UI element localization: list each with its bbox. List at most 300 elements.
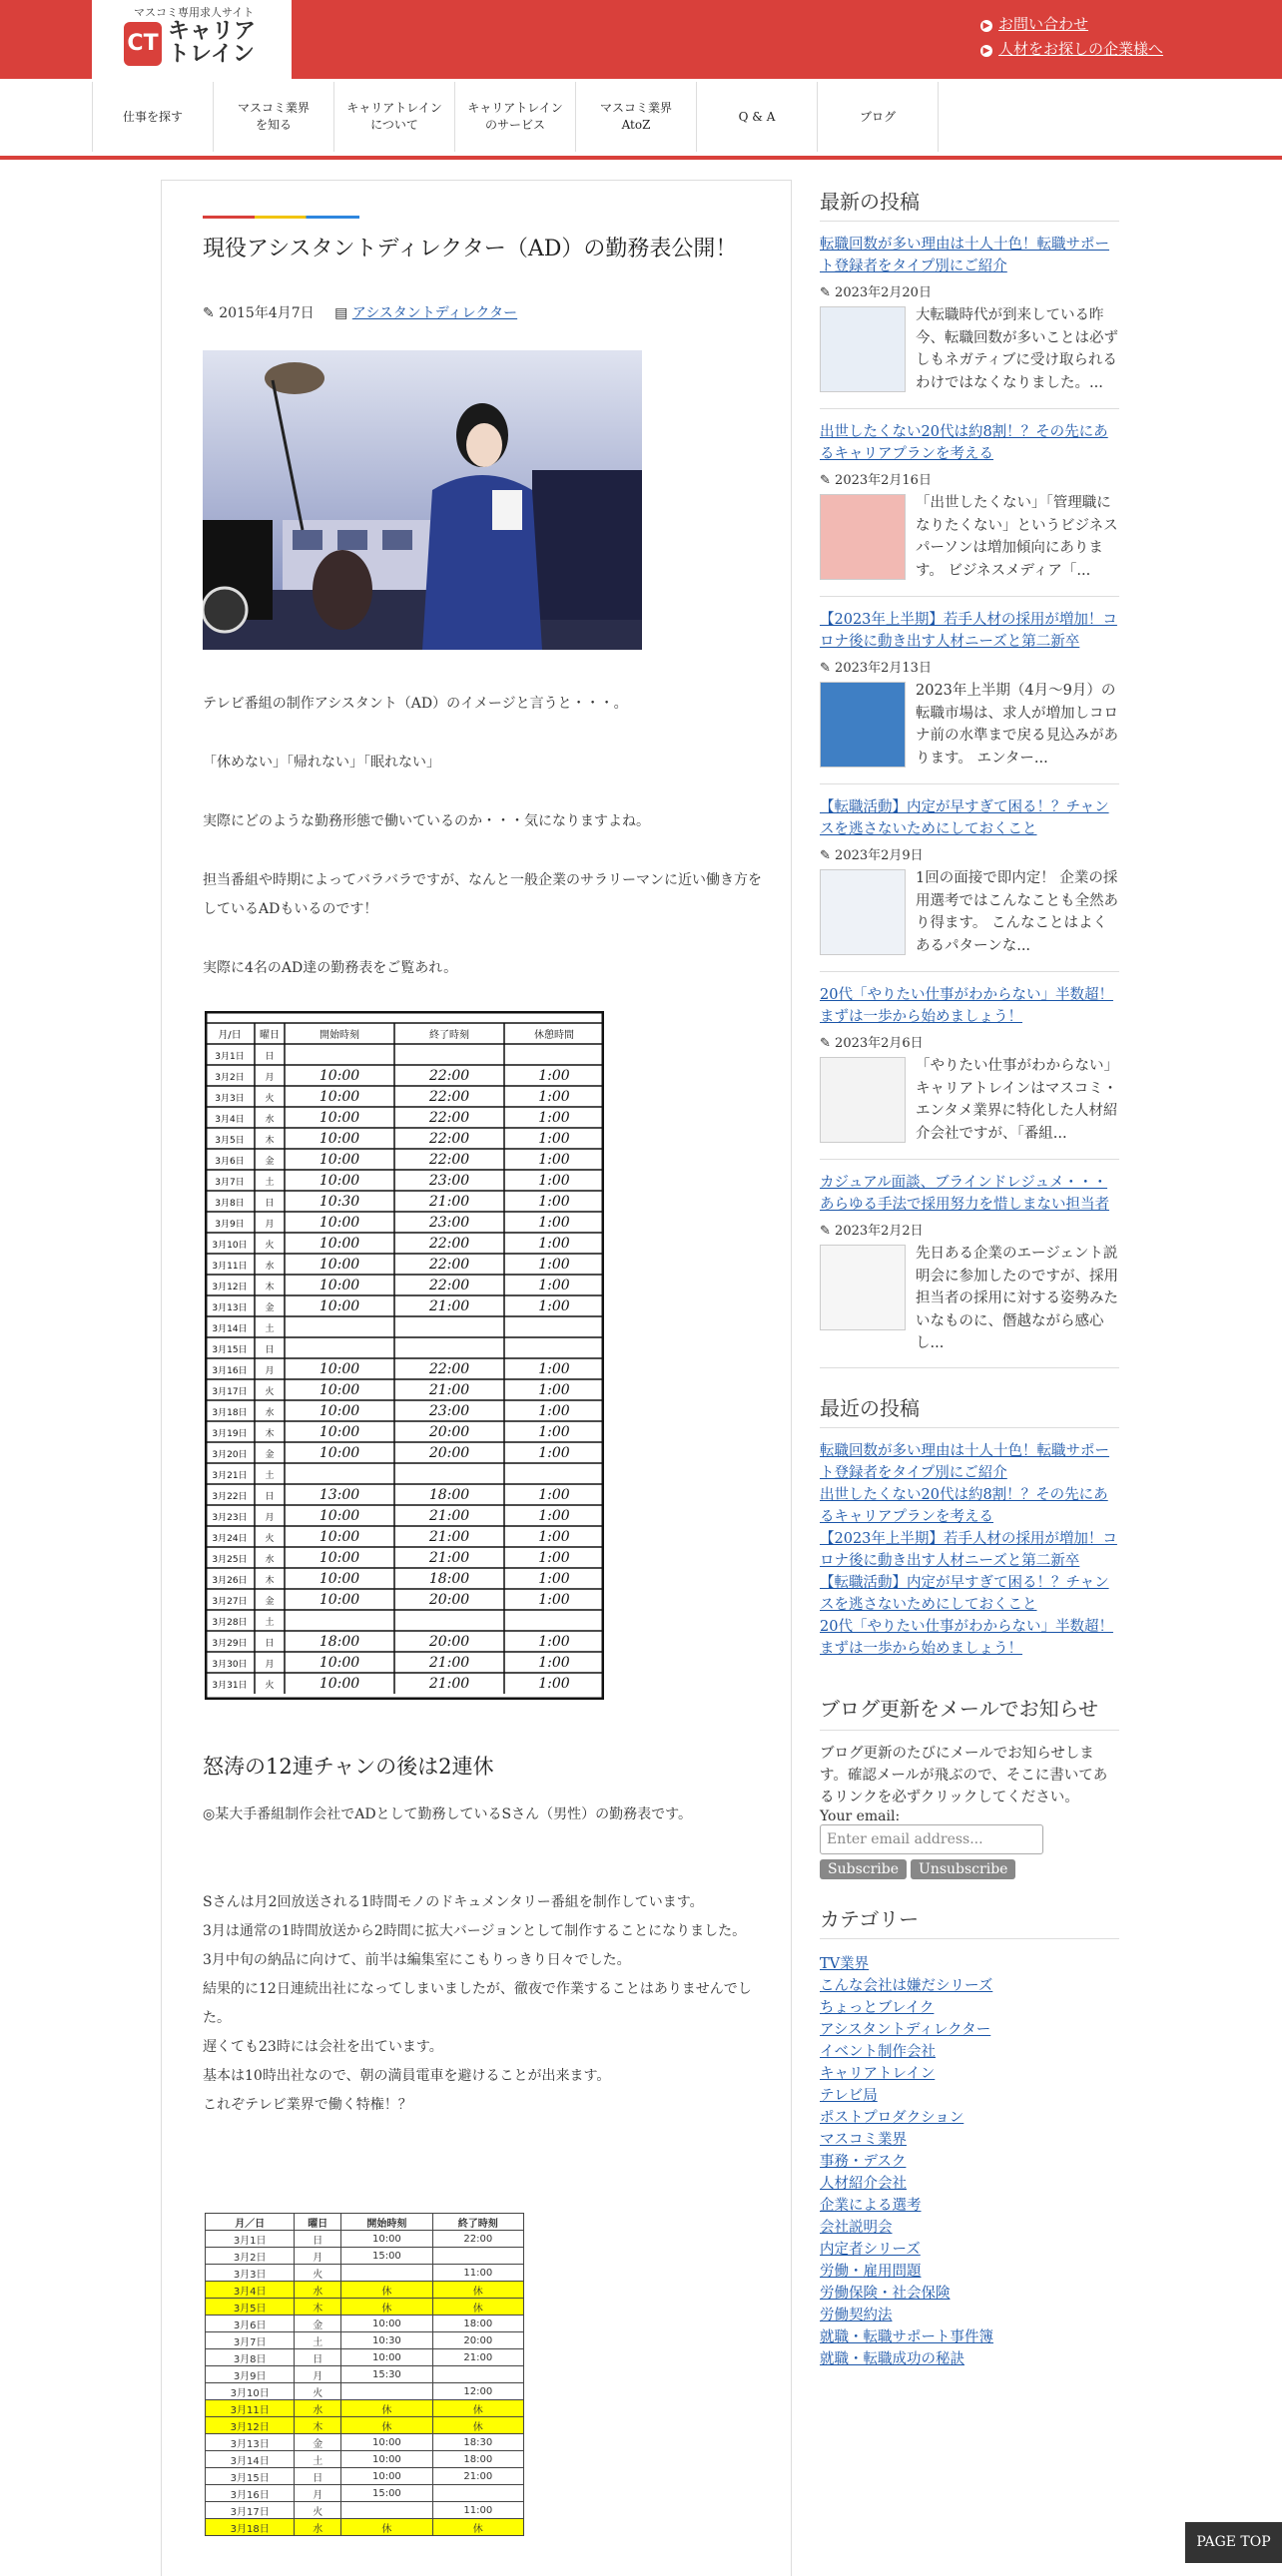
table-cell: 3月5日 (206, 2299, 295, 2316)
nav-label: マスコミ業界 AtoZ (599, 101, 672, 132)
table-row (206, 2468, 524, 2485)
post-date-text: 2023年2月2日 (835, 1224, 924, 1239)
timesheet-cell: 月 (265, 1660, 275, 1670)
timesheet-cell: 10:00 (319, 1676, 360, 1692)
timesheet-cell: 3月17日 (212, 1387, 248, 1397)
contact-link[interactable] (980, 12, 1163, 37)
timesheet-cell: 日 (265, 1052, 275, 1062)
timesheet-cell: 火 (265, 1534, 275, 1544)
folder-icon: ▤ (334, 305, 348, 321)
timesheet-cell: 13:00 (319, 1487, 360, 1503)
recent-post-link[interactable]: 【転職活動】内定が早すぎて困る！？チャンスを逃さないためにしておくこと (820, 1574, 1109, 1613)
table-cell: 3月7日 (206, 2332, 295, 2349)
timesheet-cell: 22:00 (428, 1068, 470, 1084)
table-cell: 3月18日 (206, 2519, 295, 2536)
table-cell: 水 (295, 2519, 341, 2536)
table-cell: 20:00 (432, 2332, 523, 2349)
recruiters-link-label: 人材をお探しの企業様へ (998, 40, 1164, 58)
table-cell (432, 2366, 523, 2383)
timesheet-cell: 10:00 (319, 1089, 360, 1105)
categories-list (820, 1939, 1119, 2370)
post-date (820, 1032, 1119, 1051)
timesheet-cell: 3月18日 (212, 1408, 248, 1418)
timesheet-cell: 1:00 (538, 1215, 570, 1231)
timesheet-cell: 1:00 (538, 1110, 570, 1126)
timesheet-cell: 10:00 (319, 1298, 360, 1314)
table-cell: 10:30 (341, 2332, 432, 2349)
section-intro: ◎某大手番組制作会社でADとして勤務しているSさん（男性）の勤務表です。 (203, 1806, 693, 1822)
table-cell: 3月14日 (206, 2451, 295, 2468)
timesheet-cell: 1:00 (538, 1508, 570, 1524)
timesheet-cell: 土 (265, 1178, 275, 1188)
subscribe-heading: ブログ更新をメールでお知らせ (820, 1694, 1119, 1731)
recent-posts-heading: 最近の投稿 (820, 1392, 1119, 1428)
timesheet-cell: 1:00 (538, 1173, 570, 1189)
timesheet-cell: 3月20日 (212, 1450, 248, 1460)
table-row (206, 2231, 524, 2248)
latest-post (820, 784, 1119, 972)
timesheet-cell: 1:00 (538, 1152, 570, 1168)
pencil-icon: ✎ (820, 661, 831, 676)
page-top-button[interactable]: PAGE TOP (1185, 2522, 1282, 2563)
timesheet-cell: 1:00 (538, 1634, 570, 1650)
table-cell: 休 (432, 2400, 523, 2417)
table-cell: 21:00 (432, 2349, 523, 2366)
table-cell: 10:00 (341, 2316, 432, 2332)
column-header: 開始時刻 (341, 2214, 432, 2231)
post-date (820, 281, 1119, 300)
timesheet-cell: 火 (265, 1094, 275, 1104)
table-cell (341, 2383, 432, 2400)
table-cell: 木 (295, 2299, 341, 2316)
category-link[interactable]: 労働契約法 (820, 2307, 893, 2323)
timesheet-cell: 金 (265, 1157, 275, 1167)
timesheet-cell: 21:00 (428, 1194, 470, 1210)
logo-line1: キャリア (168, 19, 257, 44)
body-line: 3月は通常の1時間放送から2時間に拡大バージョンとして制作することになりました。 (203, 1923, 747, 1939)
category-link[interactable]: 事務・デスク (820, 2153, 907, 2170)
category-link[interactable]: 労働・雇用問題 (820, 2263, 922, 2280)
timesheet-cell: 20:00 (428, 1424, 470, 1440)
nav-industry[interactable] (214, 82, 334, 152)
post-excerpt: 「出世したくない」「管理職になりたくない」というビジネスパーソンは増加傾向にあります。 ビジネスメディア「... (916, 495, 1118, 579)
timesheet-cell: 1:00 (538, 1655, 570, 1671)
category-link[interactable]: 人材紹介会社 (820, 2175, 907, 2192)
timesheet-cell: 22:00 (428, 1152, 470, 1168)
nav-label: 仕事を探す (122, 109, 183, 124)
table-cell: 18:00 (432, 2451, 523, 2468)
timesheet-cell: 水 (265, 1115, 275, 1125)
timesheet-cell: 水 (265, 1262, 275, 1272)
table-row (206, 2282, 524, 2299)
post-excerpt: 1回の面接で即内定！ 企業の採用選考ではこんなことも全然あり得ます。 こんなことはよくあるパターンな... (916, 870, 1118, 954)
timesheet-cell: 10:00 (319, 1424, 360, 1440)
post-excerpt: 「やりたい仕事がわからない」 キャリアトレインはマスコミ・エンタメ業界に特化した人材紹介会社ですが、「番組... (916, 1058, 1118, 1142)
post-title-link[interactable]: 20代「やりたい仕事がわからない」半数超！まずは一歩から始めましょう！ (820, 987, 1113, 1025)
timesheet-cell: 1:00 (538, 1278, 570, 1293)
timesheet-cell: 木 (265, 1576, 275, 1586)
timesheet-cell: 22:00 (428, 1110, 470, 1126)
category-link[interactable]: アシスタントディレクター (351, 305, 518, 321)
table-cell: 3月1日 (206, 2231, 295, 2248)
table-cell: 木 (295, 2417, 341, 2434)
post-title-link[interactable]: 【転職活動】内定が早すぎて困る！？チャンスを逃さないためにしておくこと (820, 799, 1109, 837)
table-cell: 水 (295, 2400, 341, 2417)
timesheet-cell: 20:00 (428, 1445, 470, 1461)
table-cell: 休 (432, 2519, 523, 2536)
timesheet-cell: 休憩時間 (534, 1030, 574, 1041)
timesheet-cell: 1:00 (538, 1361, 570, 1377)
table-cell: 休 (341, 2400, 432, 2417)
timesheet-cell: 3月14日 (212, 1324, 248, 1334)
contact-link-label: お問い合わせ (998, 15, 1089, 33)
table-cell: 18:30 (432, 2434, 523, 2451)
latest-post (820, 972, 1119, 1160)
article-photo (203, 350, 642, 650)
section-heading: 怒涛の12連チャンの後は2連休 (203, 1755, 494, 1779)
latest-post (820, 409, 1119, 597)
timesheet-cell: 3月28日 (212, 1618, 248, 1628)
table-cell: 21:00 (432, 2468, 523, 2485)
table-cell: 火 (295, 2265, 341, 2282)
recent-post-link[interactable]: 【2023年上半期】若手人材の採用が増加！コロナ後に動き出す人材ニーズと第二新卒 (820, 1530, 1117, 1569)
logo-tagline: マスコミ専用求人サイト (134, 6, 255, 19)
timesheet-cell: 3月26日 (212, 1576, 248, 1586)
category-link[interactable]: 就職・転職サポート事件簿 (820, 2328, 993, 2345)
category-link[interactable]: キャリアトレイン (820, 2065, 936, 2082)
nav-about[interactable] (334, 82, 455, 152)
timesheet-cell: 3月3日 (215, 1094, 245, 1104)
logo-line2: トレイン (168, 42, 255, 67)
post-thumbnail[interactable] (820, 1245, 906, 1330)
latest-post (820, 222, 1119, 409)
category-link[interactable]: こんな会社は嫌だシリーズ (820, 1977, 993, 1994)
category-link[interactable]: 会社説明会 (820, 2219, 893, 2236)
post-thumbnail[interactable] (820, 869, 906, 955)
post-date (203, 305, 315, 321)
header-links (980, 12, 1163, 62)
timesheet-cell: 3月13日 (212, 1303, 248, 1313)
table-cell: 火 (295, 2383, 341, 2400)
pencil-icon: ✎ (820, 1224, 831, 1239)
table-cell: 3月17日 (206, 2502, 295, 2519)
table-cell: 18:00 (432, 2316, 523, 2332)
table-row (206, 2332, 524, 2349)
timesheet-cell: 10:00 (319, 1445, 360, 1461)
table-row (206, 2417, 524, 2434)
timesheet-cell: 1:00 (538, 1550, 570, 1566)
table-cell (432, 2485, 523, 2502)
recent-post-link[interactable]: 出世したくない20代は約8割！？その先にあるキャリアプランを考える (820, 1486, 1108, 1525)
sidebar (820, 186, 1119, 2370)
timesheet-cell: 10:00 (319, 1152, 360, 1168)
timesheet-cell: 金 (265, 1303, 275, 1313)
timesheet-cell: 21:00 (428, 1655, 470, 1671)
table-row (206, 2451, 524, 2468)
table-cell (341, 2265, 432, 2282)
timesheet-cell: 1:00 (538, 1089, 570, 1105)
timesheet-cell: 1:00 (538, 1298, 570, 1314)
timesheet-cell: 3月31日 (212, 1681, 248, 1691)
nav-services[interactable] (455, 82, 576, 152)
nav-divider (0, 156, 1282, 160)
intro-paragraph: テレビ番組の制作アシスタント（AD）のイメージと言うと・・・。 (203, 696, 628, 712)
post-title-link[interactable]: 【2023年上半期】若手人材の採用が増加！コロナ後に動き出す人材ニーズと第二新卒 (820, 612, 1117, 650)
timesheet-cell: 10:00 (319, 1215, 360, 1231)
timesheet-cell: 22:00 (428, 1089, 470, 1105)
nav-label: マスコミ業界 を知る (237, 101, 310, 132)
timesheet-cell: 日 (265, 1639, 275, 1649)
table-row (206, 2366, 524, 2383)
timesheet-cell: 3月24日 (212, 1534, 248, 1544)
pencil-icon: ✎ (203, 305, 215, 321)
timesheet-cell: 10:00 (319, 1529, 360, 1545)
table-cell: 3月16日 (206, 2485, 295, 2502)
timesheet-cell: 18:00 (428, 1571, 470, 1587)
header-bar (0, 0, 1282, 79)
category-link[interactable]: ポストプロダクション (820, 2109, 964, 2126)
post-date (820, 1220, 1119, 1239)
table-cell: 10:00 (341, 2451, 432, 2468)
arrow-circle-icon: ▶ (980, 45, 992, 57)
timesheet-cell: 1:00 (538, 1571, 570, 1587)
table-cell: 日 (295, 2349, 341, 2366)
section-body (203, 1888, 762, 2120)
table-cell: 火 (295, 2502, 341, 2519)
table-cell: 10:00 (341, 2434, 432, 2451)
table-cell: 金 (295, 2316, 341, 2332)
body-line: 3月中旬の納品に向けて、前半は編集室にこもりっきり日々でした。 (203, 1952, 631, 1968)
timesheet-cell: 3月15日 (212, 1345, 248, 1355)
intro-paragraph: 担当番組や時期によってバラバラですが、なんと一般企業のサラリーマンに近い働き方をしているADもいるのです！ (203, 872, 762, 917)
timesheet-cell: 3月2日 (215, 1073, 245, 1083)
timesheet-cell: 23:00 (428, 1403, 470, 1419)
table-cell: 3月13日 (206, 2434, 295, 2451)
timesheet-cell: 1:00 (538, 1194, 570, 1210)
timesheet-cell: 曜日 (260, 1030, 280, 1041)
timesheet-cell: 月 (265, 1073, 275, 1083)
email-input[interactable]: Enter email address... (820, 1824, 1043, 1854)
category-link[interactable]: 就職・転職成功の秘訣 (820, 2350, 964, 2367)
timesheet-cell: 10:00 (319, 1550, 360, 1566)
table-row (206, 2485, 524, 2502)
timesheet-cell: 10:00 (319, 1236, 360, 1252)
body-line: 遅くても23時には会社を出ています。 (203, 2039, 443, 2055)
ad-filming-photo (203, 350, 642, 650)
table-cell: 金 (295, 2434, 341, 2451)
pencil-icon: ✎ (820, 473, 831, 488)
timesheet-cell: 土 (265, 1471, 275, 1481)
post-title-link[interactable]: 出世したくない20代は約8割！？その先にあるキャリアプランを考える (820, 424, 1108, 462)
subscribe-text: ブログ更新のたびにメールでお知らせします。確認メールが飛ぶので、そこに書いてあるリンクを必ずクリックしてください。 (820, 1745, 1108, 1805)
recent-post-link[interactable]: 転職回数が多い理由は十人十色！転職サポート登録者をタイプ別にご紹介 (820, 1442, 1109, 1481)
timesheet-cell: 3月11日 (212, 1262, 248, 1272)
timesheet-cell: 火 (265, 1387, 275, 1397)
timesheet-cell: 1:00 (538, 1529, 570, 1545)
table-cell: 11:00 (432, 2265, 523, 2282)
table-row (206, 2248, 524, 2265)
table-cell: 15:30 (341, 2366, 432, 2383)
timesheet-cell: 3月7日 (215, 1178, 245, 1188)
recent-post-link[interactable]: 20代「やりたい仕事がわからない」半数超！まずは一歩から始めましょう！ (820, 1618, 1113, 1657)
timesheet-cell: 1:00 (538, 1445, 570, 1461)
timesheet-cell: 日 (265, 1199, 275, 1209)
table-cell (432, 2248, 523, 2265)
table-cell: 3月11日 (206, 2400, 295, 2417)
post-title-link[interactable]: カジュアル面談、ブラインドレジュメ・・・あらゆる手法で採用努力を惜しまない担当者 (820, 1175, 1109, 1213)
post-date (820, 657, 1119, 676)
timesheet-cell: 月/日 (218, 1030, 242, 1041)
timesheet-cell: 終了時刻 (429, 1030, 469, 1041)
category-link[interactable]: 労働保険・社会保険 (820, 2285, 951, 2302)
timesheet-cell: 日 (265, 1492, 275, 1502)
nav-label: キャリアトレイン について (346, 101, 442, 132)
timesheet-cell: 月 (265, 1220, 275, 1230)
category-link[interactable]: ちょっとブレイク (820, 1999, 935, 2016)
subscribe-button[interactable]: Subscribe (820, 1859, 907, 1879)
column-header: 月／日 (206, 2214, 295, 2231)
timesheet-cell: 21:00 (428, 1529, 470, 1545)
column-header: 曜日 (295, 2214, 341, 2231)
timesheet-cell: 3月30日 (212, 1660, 248, 1670)
post-thumbnail[interactable] (820, 682, 906, 768)
nav-atoz[interactable] (576, 82, 697, 152)
table-cell: 休 (432, 2282, 523, 2299)
category-link[interactable]: マスコミ業界 (820, 2131, 907, 2148)
site-logo[interactable] (92, 0, 292, 79)
post-thumbnail[interactable] (820, 306, 906, 392)
body-line: これぞテレビ業界で働く特権！？ (203, 2097, 412, 2113)
timesheet-cell: 10:00 (319, 1278, 360, 1293)
timesheet-cell: 20:00 (428, 1634, 470, 1650)
table-cell: 休 (341, 2519, 432, 2536)
categories-heading: カテゴリー (820, 1903, 1119, 1939)
timesheet-cell: 1:00 (538, 1424, 570, 1440)
table-row (206, 2519, 524, 2536)
category-link[interactable]: TV業界 (820, 1955, 870, 1972)
timesheet-cell: 20:00 (428, 1592, 470, 1608)
table-cell: 10:00 (341, 2468, 432, 2485)
recent-posts-list (820, 1428, 1119, 1660)
latest-post (820, 597, 1119, 784)
timesheet-cell: 3月6日 (215, 1157, 245, 1167)
timesheet-cell: 10:00 (319, 1173, 360, 1189)
timesheet-cell: 金 (265, 1597, 275, 1607)
latest-posts-list (820, 222, 1119, 1368)
timesheet-cell: 木 (265, 1429, 275, 1439)
timesheet-cell: 10:00 (319, 1110, 360, 1126)
nav-find-jobs[interactable] (92, 82, 214, 152)
table-row (206, 2383, 524, 2400)
table-cell: 3月6日 (206, 2316, 295, 2332)
nav-blog[interactable] (818, 82, 939, 152)
timesheet-cell: 3月21日 (212, 1471, 248, 1481)
table-cell: 3月8日 (206, 2349, 295, 2366)
category-link[interactable]: アシスタントディレクター (820, 2021, 991, 2038)
post-date (820, 469, 1119, 488)
post-thumbnail[interactable] (820, 494, 906, 580)
timesheet-cell: 日 (265, 1345, 275, 1355)
timesheet-cell: 3月23日 (212, 1513, 248, 1523)
timesheet-cell: 22:00 (428, 1257, 470, 1273)
timesheet-cell: 10:00 (319, 1571, 360, 1587)
timesheet-image-1 (205, 1011, 604, 1700)
table-cell: 3月3日 (206, 2265, 295, 2282)
timesheet-cell: 10:00 (319, 1592, 360, 1608)
timesheet-cell: 3月19日 (212, 1429, 248, 1439)
arrow-circle-icon: ▶ (980, 20, 992, 32)
table-cell: 10:00 (341, 2349, 432, 2366)
table-row (206, 2502, 524, 2519)
timesheet-cell: 10:00 (319, 1257, 360, 1273)
timesheet-cell: 22:00 (428, 1236, 470, 1252)
post-thumbnail[interactable] (820, 1057, 906, 1143)
article-title: 現役アシスタントディレクター（AD）の勤務表公開！ (203, 237, 738, 261)
timesheet-cell: 1:00 (538, 1382, 570, 1398)
table-cell: 休 (432, 2299, 523, 2316)
timesheet-cell: 水 (265, 1408, 275, 1418)
timesheet-cell: 21:00 (428, 1550, 470, 1566)
timesheet-cell: 土 (265, 1618, 275, 1628)
category-link[interactable]: テレビ局 (820, 2087, 878, 2104)
timesheet-cell: 22:00 (428, 1361, 470, 1377)
timesheet-cell: 10:00 (319, 1131, 360, 1147)
timesheet-cell: 10:00 (319, 1068, 360, 1084)
recruiters-link[interactable] (980, 37, 1163, 62)
email-label: Your email: (820, 1807, 901, 1824)
table-cell: 3月10日 (206, 2383, 295, 2400)
post-date-text: 2023年2月13日 (835, 661, 932, 676)
table-cell: 水 (295, 2282, 341, 2299)
table-cell: 休 (341, 2299, 432, 2316)
table-cell (341, 2502, 432, 2519)
nav-label: ブログ (859, 109, 896, 124)
nav-label: キャリアトレイン のサービス (467, 101, 563, 132)
article (161, 180, 792, 2576)
unsubscribe-button[interactable]: Unsubscribe (911, 1859, 1015, 1879)
timesheet-cell: 1:00 (538, 1068, 570, 1084)
timesheet-cell: 22:00 (428, 1278, 470, 1293)
post-date (820, 844, 1119, 863)
table-row (206, 2316, 524, 2332)
timesheet-cell: 22:00 (428, 1131, 470, 1147)
timesheet-cell: 開始時刻 (320, 1030, 359, 1041)
intro-paragraph: 実際にどのような勤務形態で働いているのか・・・気になりますよね。 (203, 813, 650, 829)
table-cell: 3月4日 (206, 2282, 295, 2299)
table-cell: 休 (341, 2282, 432, 2299)
post-title-link[interactable]: 転職回数が多い理由は十人十色！転職サポート登録者をタイプ別にご紹介 (820, 237, 1109, 274)
post-date-text: 2023年2月6日 (835, 1036, 924, 1051)
intro-paragraph: 実際に4名のAD達の勤務表をご覧あれ。 (203, 960, 458, 976)
latest-post (820, 1160, 1119, 1368)
timesheet-cell: 1:00 (538, 1403, 570, 1419)
timesheet-cell: 10:00 (319, 1508, 360, 1524)
timesheet-cell: 1:00 (538, 1676, 570, 1692)
logo-mark-icon: CT (124, 22, 162, 66)
category-link[interactable]: 企業による選考 (820, 2197, 922, 2214)
category-link[interactable]: 内定者シリーズ (820, 2241, 921, 2258)
logo-text (168, 20, 256, 66)
table-row (206, 2400, 524, 2417)
post-excerpt: 2023年上半期（4月～9月）の転職市場は、求人が増加しコロナ前の水準まで戻る見込みがあります。 エンター... (916, 683, 1118, 767)
category-link[interactable]: イベント制作会社 (820, 2043, 936, 2060)
table-row (206, 2265, 524, 2282)
timesheet-cell: 1:00 (538, 1131, 570, 1147)
timesheet-cell: 10:00 (319, 1382, 360, 1398)
timesheet-cell: 21:00 (428, 1382, 470, 1398)
table-cell: 12:00 (432, 2383, 523, 2400)
nav-qa[interactable] (697, 82, 818, 152)
